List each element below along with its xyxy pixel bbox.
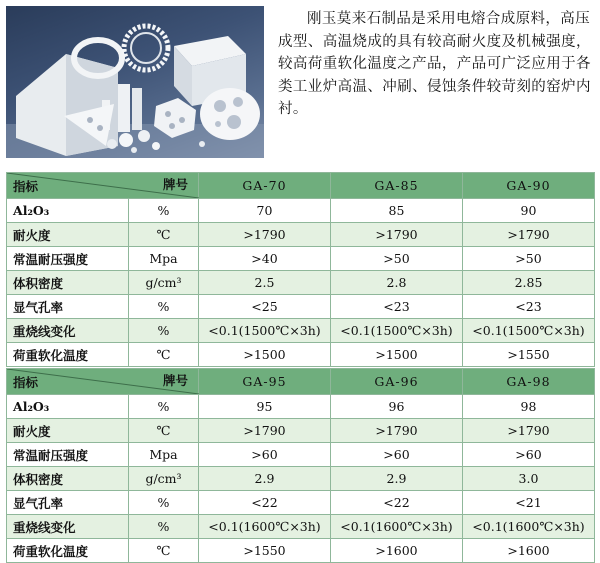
- property-value: 90: [463, 199, 595, 223]
- table-row: [7, 515, 595, 539]
- property-value: >1600: [463, 539, 595, 563]
- property-value: >1550: [199, 539, 331, 563]
- table-row: [7, 199, 595, 223]
- property-value: >50: [463, 247, 595, 271]
- property-name: 重烧线变化: [7, 515, 129, 539]
- property-name: 耐火度: [7, 419, 129, 443]
- property-name: 常温耐压强度: [7, 443, 129, 467]
- property-name: 显气孔率: [7, 295, 129, 319]
- property-name: Al₂O₃: [7, 199, 129, 223]
- property-value: <22: [199, 491, 331, 515]
- property-value: <21: [463, 491, 595, 515]
- product-photo: [6, 6, 264, 158]
- property-value: <0.1(1500℃×3h): [463, 319, 595, 343]
- property-name: 荷重软化温度: [7, 539, 129, 563]
- grade-header: GA-90: [463, 173, 595, 199]
- property-unit: ℃: [129, 539, 199, 563]
- property-name: 显气孔率: [7, 491, 129, 515]
- property-value: 98: [463, 395, 595, 419]
- table-row: [7, 491, 595, 515]
- property-value: <25: [199, 295, 331, 319]
- property-value: 3.0: [463, 467, 595, 491]
- table-row: [7, 343, 595, 367]
- property-value: 2.85: [463, 271, 595, 295]
- grade-header: GA-70: [199, 173, 331, 199]
- property-unit: %: [129, 199, 199, 223]
- property-value: <0.1(1600℃×3h): [463, 515, 595, 539]
- grade-header: GA-85: [331, 173, 463, 199]
- grade-label: 牌号: [162, 373, 188, 388]
- table-header-row: [7, 173, 595, 199]
- table-row: [7, 467, 595, 491]
- table-row: [7, 539, 595, 563]
- grade-header: GA-98: [463, 369, 595, 395]
- spec-table-1: [6, 172, 595, 367]
- property-value: 70: [199, 199, 331, 223]
- property-name: 重烧线变化: [7, 319, 129, 343]
- property-value: 95: [199, 395, 331, 419]
- property-name: 常温耐压强度: [7, 247, 129, 271]
- property-name: 体积密度: [7, 467, 129, 491]
- table-row: [7, 271, 595, 295]
- table-row: [7, 319, 595, 343]
- table-row: [7, 223, 595, 247]
- property-value: >60: [331, 443, 463, 467]
- property-value: >1790: [463, 419, 595, 443]
- indicator-label: 指标: [13, 179, 39, 194]
- table-row: [7, 247, 595, 271]
- property-value: 2.9: [331, 467, 463, 491]
- property-value: >1790: [331, 223, 463, 247]
- property-unit: %: [129, 395, 199, 419]
- table-header-row: [7, 369, 595, 395]
- property-unit: %: [129, 491, 199, 515]
- property-name: Al₂O₃: [7, 395, 129, 419]
- property-value: >50: [331, 247, 463, 271]
- property-value: >1790: [463, 223, 595, 247]
- property-value: <22: [331, 491, 463, 515]
- indicator-label: 指标: [13, 375, 39, 390]
- property-value: 2.8: [331, 271, 463, 295]
- table-row: [7, 443, 595, 467]
- property-unit: g/cm³: [129, 467, 199, 491]
- property-name: 荷重软化温度: [7, 343, 129, 367]
- property-value: <23: [463, 295, 595, 319]
- table-row: [7, 419, 595, 443]
- table-row: [7, 295, 595, 319]
- property-value: >1500: [331, 343, 463, 367]
- property-value: 96: [331, 395, 463, 419]
- property-unit: Mpa: [129, 443, 199, 467]
- property-unit: ℃: [129, 223, 199, 247]
- property-name: 体积密度: [7, 271, 129, 295]
- property-value: >1600: [331, 539, 463, 563]
- property-value: >60: [199, 443, 331, 467]
- property-value: >40: [199, 247, 331, 271]
- property-value: >60: [463, 443, 595, 467]
- header-corner-cell: [7, 173, 199, 199]
- property-value: 85: [331, 199, 463, 223]
- property-unit: %: [129, 515, 199, 539]
- refractory-products-illustration: [6, 6, 264, 158]
- property-unit: %: [129, 295, 199, 319]
- property-unit: g/cm³: [129, 271, 199, 295]
- property-value: >1550: [463, 343, 595, 367]
- product-description: 刚玉莫来石制品是采用电熔合成原料，高压成型、高温烧成的具有较高耐火度及机械强度，较高荷重软化温度之产品，产品可广泛应用于各类工业炉高温、冲刷、侵蚀条件较苛刻的窑炉内衬。: [278, 11, 591, 117]
- grade-label: 牌号: [162, 177, 188, 192]
- property-value: <23: [331, 295, 463, 319]
- property-value: >1790: [199, 223, 331, 247]
- property-value: >1790: [199, 419, 331, 443]
- property-value: >1790: [331, 419, 463, 443]
- property-unit: %: [129, 319, 199, 343]
- property-value: <0.1(1600℃×3h): [199, 515, 331, 539]
- property-unit: ℃: [129, 419, 199, 443]
- grade-header: GA-96: [331, 369, 463, 395]
- property-value: <0.1(1600℃×3h): [331, 515, 463, 539]
- property-value: >1500: [199, 343, 331, 367]
- property-value: 2.9: [199, 467, 331, 491]
- property-value: <0.1(1500℃×3h): [331, 319, 463, 343]
- table-row: [7, 395, 595, 419]
- property-name: 耐火度: [7, 223, 129, 247]
- spec-table-2: [6, 368, 595, 563]
- property-value: <0.1(1500℃×3h): [199, 319, 331, 343]
- property-unit: ℃: [129, 343, 199, 367]
- property-unit: Mpa: [129, 247, 199, 271]
- header-corner-cell: [7, 369, 199, 395]
- grade-header: GA-95: [199, 369, 331, 395]
- property-value: 2.5: [199, 271, 331, 295]
